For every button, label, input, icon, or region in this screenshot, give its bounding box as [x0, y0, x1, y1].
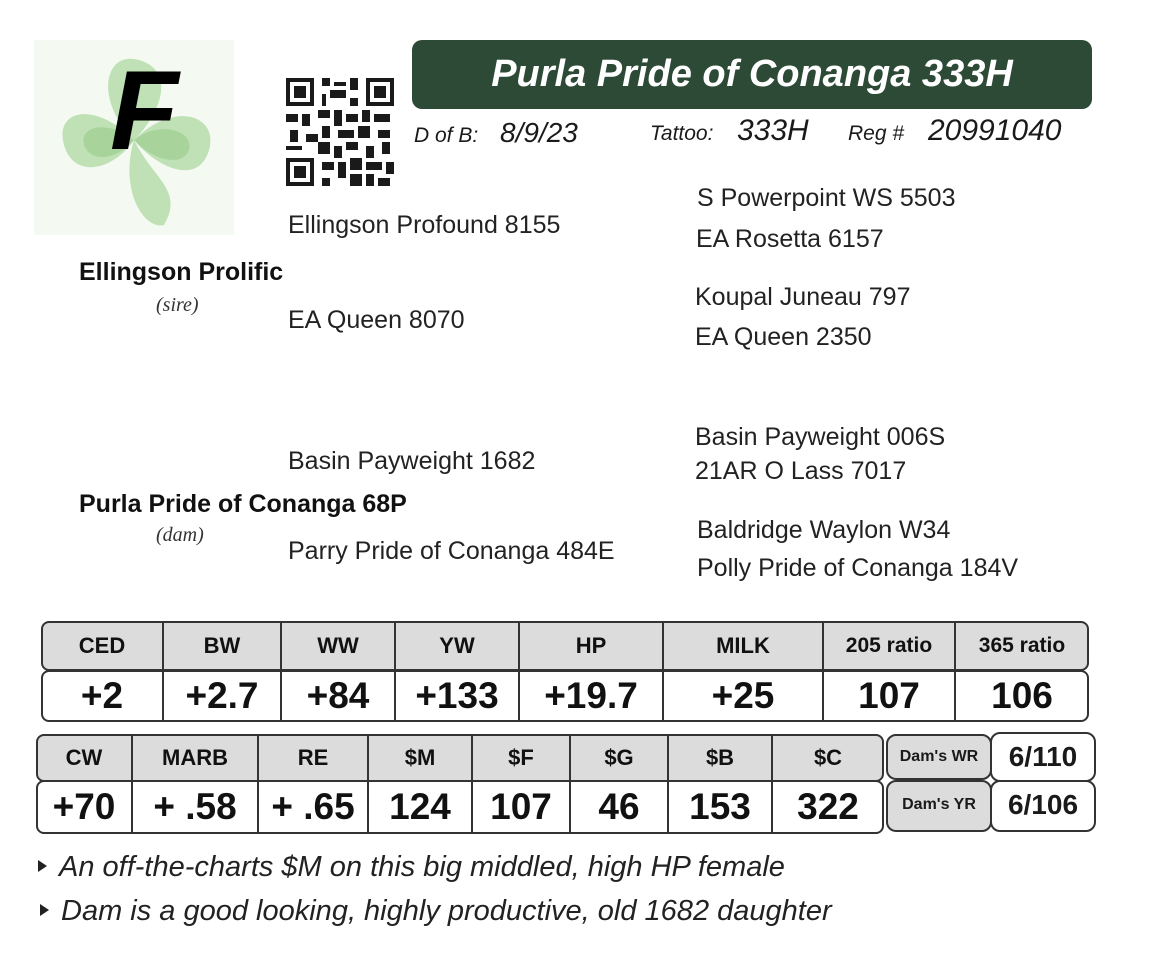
- animal-name-title: Purla Pride of Conanga 333H: [412, 40, 1092, 109]
- sire-name: Ellingson Prolific: [79, 258, 284, 286]
- note-2: [40, 895, 832, 928]
- epd-value-cell: + .58: [153, 786, 237, 827]
- dam-sire: Basin Payweight 1682: [288, 447, 536, 475]
- sire-dam-sire: Koupal Juneau 797: [695, 283, 911, 311]
- bullet-triangle-icon: [40, 904, 49, 916]
- epd-header-cell: MILK: [716, 633, 770, 658]
- epd-value-cell: 107: [490, 786, 552, 827]
- sire-sire: Ellingson Profound 8155: [288, 211, 561, 239]
- dob-label: D of B:: [414, 124, 479, 147]
- dam-yr-label: Dam's YR: [886, 780, 992, 832]
- epd-header-cell: BW: [203, 633, 241, 658]
- reg-label: Reg #: [848, 122, 905, 145]
- epd-header-cell: WW: [317, 633, 359, 658]
- dob-value: 8/9/23: [500, 117, 578, 148]
- epd-value-cell: 46: [598, 786, 640, 827]
- epd-value-cell: +25: [711, 675, 775, 716]
- epd-header-cell: 365 ratio: [978, 634, 1066, 657]
- epd-header-cell: CW: [65, 745, 103, 770]
- epd-value-cell: +84: [306, 675, 370, 716]
- epd-value-cell: 107: [858, 675, 920, 716]
- epd-header-cell: $M: [404, 745, 436, 770]
- tattoo-value: 333H: [737, 114, 809, 147]
- epd-header-cell: 205 ratio: [845, 634, 933, 657]
- dam-sire-dam: 21AR O Lass 7017: [695, 457, 907, 485]
- sire-dam-dam: EA Queen 2350: [695, 323, 872, 351]
- dam-yr-value: 6/106: [990, 780, 1096, 832]
- epd-value-cell: +2.7: [185, 675, 259, 716]
- epd-header-cell: MARB: [162, 745, 228, 770]
- dam-dam-dam: Polly Pride of Conanga 184V: [697, 554, 1019, 582]
- epd-header-cell: $F: [508, 745, 534, 770]
- epd-value-cell: 124: [389, 786, 451, 827]
- reg-value: 20991040: [928, 114, 1062, 147]
- dam-wr-label: Dam's WR: [886, 734, 992, 780]
- note-text: Dam is a good looking, highly productive, old 1682 daughter: [61, 895, 832, 927]
- epd-header-cell: YW: [439, 633, 475, 658]
- sire-dam: EA Queen 8070: [288, 306, 465, 334]
- note-text: An off-the-charts $M on this big middled, high HP female: [59, 851, 785, 883]
- epd-header-cell: RE: [297, 745, 329, 770]
- bullet-triangle-icon: [38, 860, 47, 872]
- dam-wr-value: 6/110: [990, 732, 1096, 782]
- dam-name: Purla Pride of Conanga 68P: [79, 490, 407, 518]
- epd-value-cell: +133: [415, 675, 499, 716]
- dam-sire-sire: Basin Payweight 006S: [695, 423, 946, 451]
- dam-relation: (dam): [156, 524, 204, 546]
- tattoo-label: Tattoo:: [650, 122, 714, 145]
- epd-value-cell: +70: [52, 786, 116, 827]
- note-1: [38, 851, 785, 884]
- epd-value-cell: +19.7: [544, 675, 638, 716]
- epd-header-cell: $B: [705, 745, 735, 770]
- sire-relation: (sire): [156, 294, 199, 316]
- epd-value-cell: +2: [80, 675, 124, 716]
- sire-sire-sire: S Powerpoint WS 5503: [697, 184, 956, 212]
- lot-letter: F: [110, 48, 179, 173]
- epd-value-cell: + .65: [271, 786, 355, 827]
- dam-dam: Parry Pride of Conanga 484E: [288, 537, 615, 565]
- epd-header-cell: HP: [575, 633, 607, 658]
- epd-header-cell: CED: [78, 633, 126, 658]
- epd-value-cell: 322: [797, 786, 859, 827]
- epd-header-cell: $C: [813, 745, 843, 770]
- qr-code-icon[interactable]: [282, 74, 398, 190]
- epd-value-cell: 153: [689, 786, 751, 827]
- sire-sire-dam: EA Rosetta 6157: [696, 225, 884, 253]
- dam-dam-sire: Baldridge Waylon W34: [697, 516, 951, 544]
- epd-header-cell: $G: [604, 745, 634, 770]
- epd-value-cell: 106: [991, 675, 1053, 716]
